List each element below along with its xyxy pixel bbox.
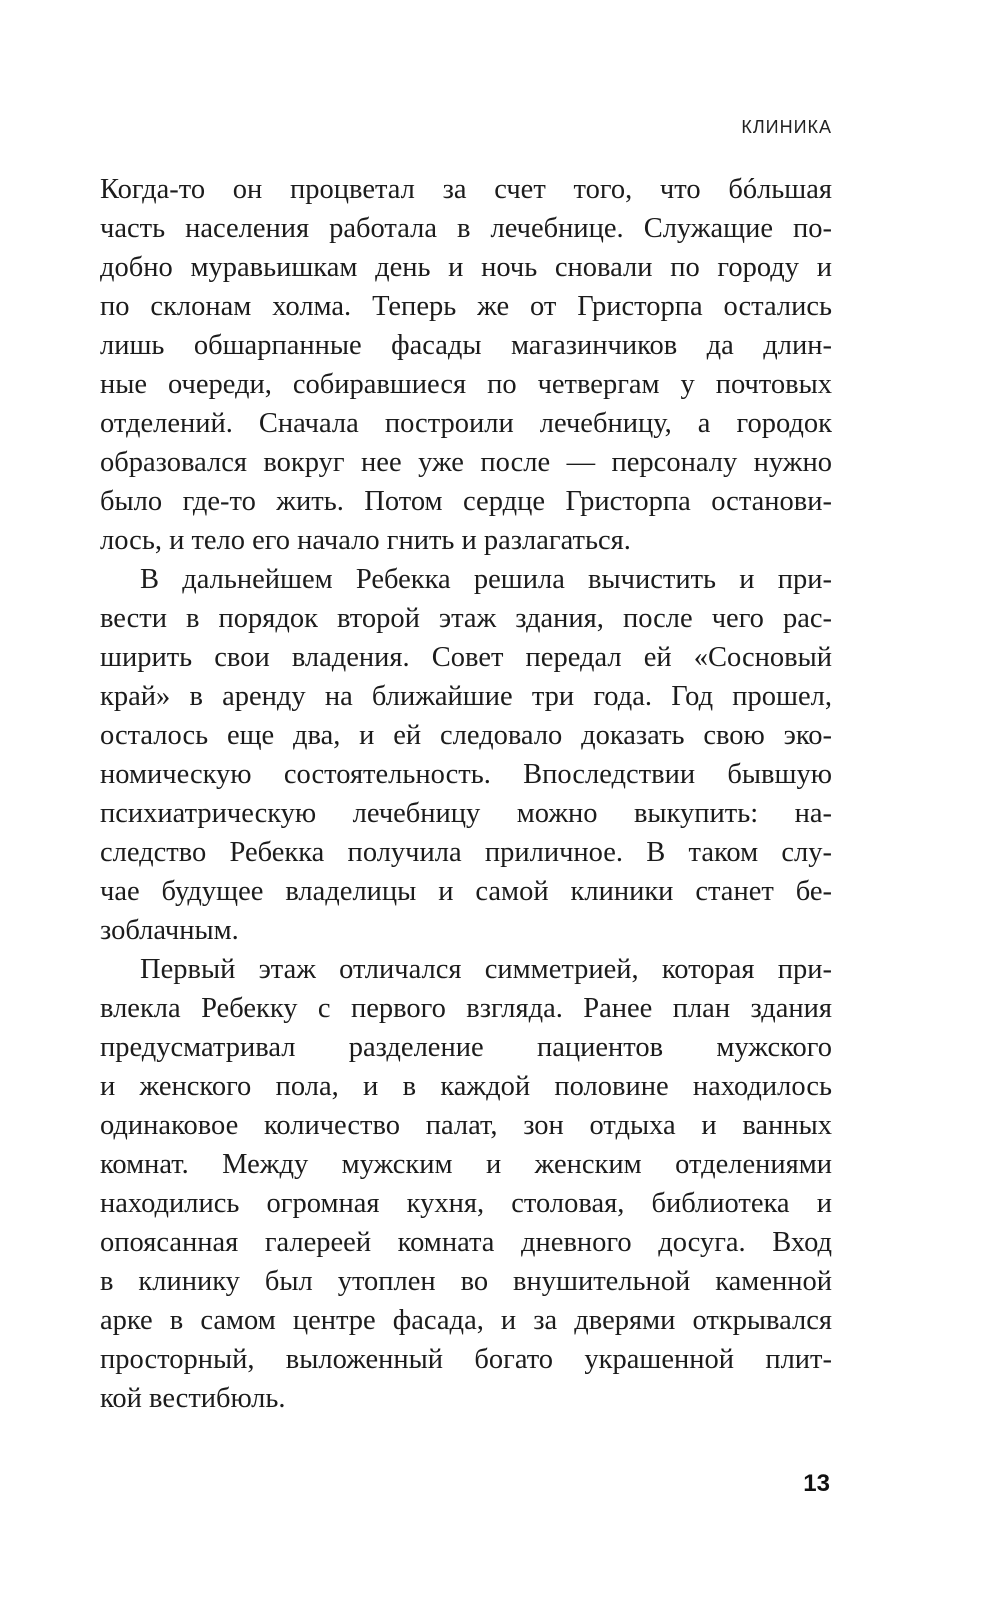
running-head: КЛИНИКА [741, 117, 832, 137]
text-line: отделений. Сначала построили лечебницу, а городок [100, 408, 832, 439]
text-line: ширить свои владения. Совет передал ей «Сосновый [100, 642, 832, 673]
text-line: лишь обшарпанные фасады магазинчиков да длин- [100, 330, 832, 361]
text-line: номическую состоятельность. Впоследствии бывшую [100, 759, 832, 790]
text-line: влекла Ребекку с первого взгляда. Ранее план здания [100, 993, 832, 1024]
text-line: находились огромная кухня, столовая, библиотека и [100, 1188, 832, 1219]
text-line: в клинику был утоплен во внушительной каменной [100, 1266, 832, 1297]
paragraph [100, 950, 832, 1418]
text-line: В дальнейшем Ребекка решила вычистить и при- [140, 564, 832, 595]
text-line: край» в аренду на ближайшие три года. Год прошел, [100, 681, 832, 712]
text-line: часть населения работала в лечебнице. Служащие по- [100, 213, 832, 244]
body-text [100, 170, 832, 1418]
text-line: арке в самом центре фасада, и за дверями открывался [100, 1305, 832, 1336]
text-line: предусматривал разделение пациентов мужского [100, 1032, 832, 1063]
text-line: и женского пола, и в каждой половине находилось [100, 1071, 832, 1102]
text-line: просторный, выложенный богато украшенной плит- [100, 1344, 832, 1375]
text-line: следство Ребекка получила приличное. В таком слу- [100, 837, 832, 868]
page-number: 13 [803, 1470, 830, 1497]
paragraph [100, 560, 832, 950]
text-line: комнат. Между мужским и женским отделениями [100, 1149, 832, 1180]
text-line: образовался вокруг нее уже после — персоналу нужно [100, 447, 832, 478]
text-line: лось, и тело его начало гнить и разлагаться. [100, 525, 631, 556]
text-line: было где-то жить. Потом сердце Гристорпа останови- [100, 486, 832, 517]
text-line: вести в порядок второй этаж здания, после чего рас- [100, 603, 832, 634]
text-line: по склонам холма. Теперь же от Гристорпа остались [100, 291, 832, 322]
text-line: осталось еще два, и ей следовало доказать свою эко- [100, 720, 832, 751]
text-line: психиатрическую лечебницу можно выкупить: на- [100, 798, 832, 829]
paragraph [100, 170, 832, 560]
text-line: зоблачным. [100, 915, 239, 946]
text-line: опоясанная галереей комната дневного досуга. Вход [100, 1227, 832, 1258]
text-line: Когда-то он процветал за счет того, что бóльшая [100, 174, 832, 205]
text-line: кой вестибюль. [100, 1383, 286, 1414]
text-line: одинаковое количество палат, зон отдыха и ванных [100, 1110, 832, 1141]
text-line: Первый этаж отличался симметрией, которая при- [140, 954, 832, 985]
text-line: ные очереди, собиравшиеся по четвергам у почтовых [100, 369, 832, 400]
text-line: добно муравьишкам день и ночь сновали по городу и [100, 252, 832, 283]
text-line: чае будущее владелицы и самой клиники станет бе- [100, 876, 832, 907]
